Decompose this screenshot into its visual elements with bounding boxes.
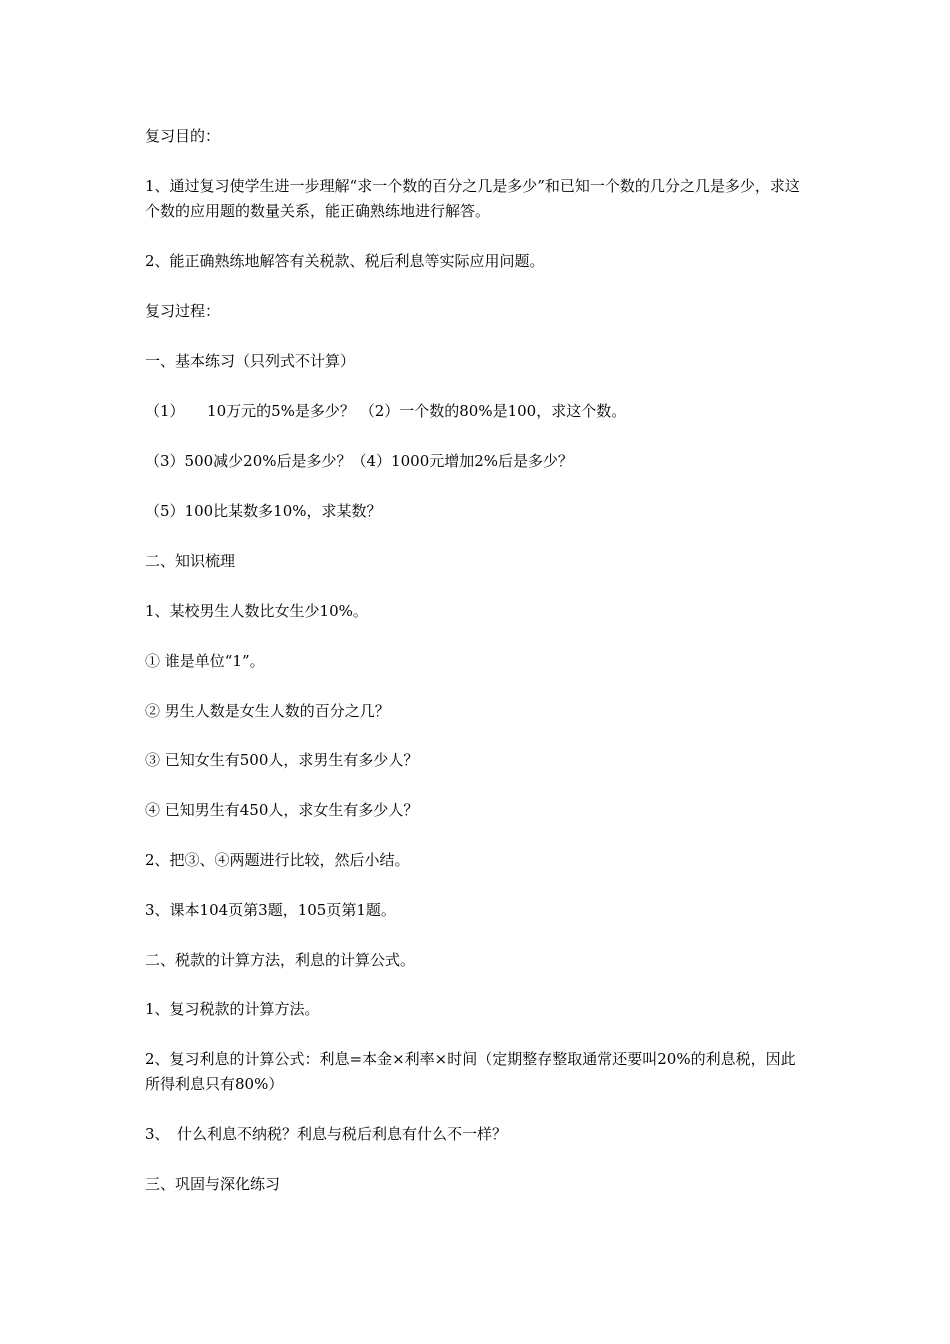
- section-consolidation: 三、巩固与深化练习: [145, 1175, 281, 1193]
- knowledge-item-3: 3、课本104页第3题，105页第1题。: [145, 901, 396, 919]
- section-tax-interest: 二、税款的计算方法，利息的计算公式。: [145, 951, 416, 969]
- tax-item-1: 1、复习税款的计算方法。: [145, 1000, 320, 1018]
- knowledge-item-2: 2、把③、④两题进行比较，然后小结。: [145, 851, 410, 869]
- sub-question-4: ④ 已知男生有450人，求女生有多少人？: [145, 801, 419, 819]
- sub-question-3: ③ 已知女生有500人，求男生有多少人？: [145, 751, 419, 769]
- sub-question-2: ② 男生人数是女生人数的百分之几？: [145, 702, 390, 720]
- heading-review-process: 复习过程：: [145, 302, 221, 320]
- sub-question-1: ① 谁是单位“1”。: [145, 652, 265, 670]
- tax-item-2: 2、复习利息的计算公式：利息=本金×利率×时间（定期整存整取通常还要叫20%的利息税，因此所得利息只有80%）: [145, 1050, 796, 1093]
- tax-item-3: 3、 什么利息不纳税？利息与税后利息有什么不一样？: [145, 1125, 508, 1143]
- exercise-line-1: （1） 10万元的5%是多少？ （2）一个数的80%是100，求这个数。: [145, 402, 627, 420]
- goal-item-2: 2、能正确熟练地解答有关税款、税后利息等实际应用问题。: [145, 252, 545, 270]
- exercise-line-3: （5）100比某数多10%，求某数？: [145, 502, 382, 520]
- section-knowledge-review: 二、知识梳理: [145, 552, 236, 570]
- exercise-line-2: （3）500减少20%后是多少？（4）1000元增加2%后是多少？: [145, 452, 574, 470]
- heading-review-goals: 复习目的：: [145, 127, 221, 145]
- knowledge-item-1: 1、某校男生人数比女生少10%。: [145, 602, 368, 620]
- section-basic-practice: 一、基本练习（只列式不计算）: [145, 352, 356, 370]
- goal-item-1: 1、通过复习使学生进一步理解“求一个数的百分之几是多少”和已知一个数的几分之几是多少，求这个数的应用题的数量关系，能正确熟练地进行解答。: [145, 177, 800, 220]
